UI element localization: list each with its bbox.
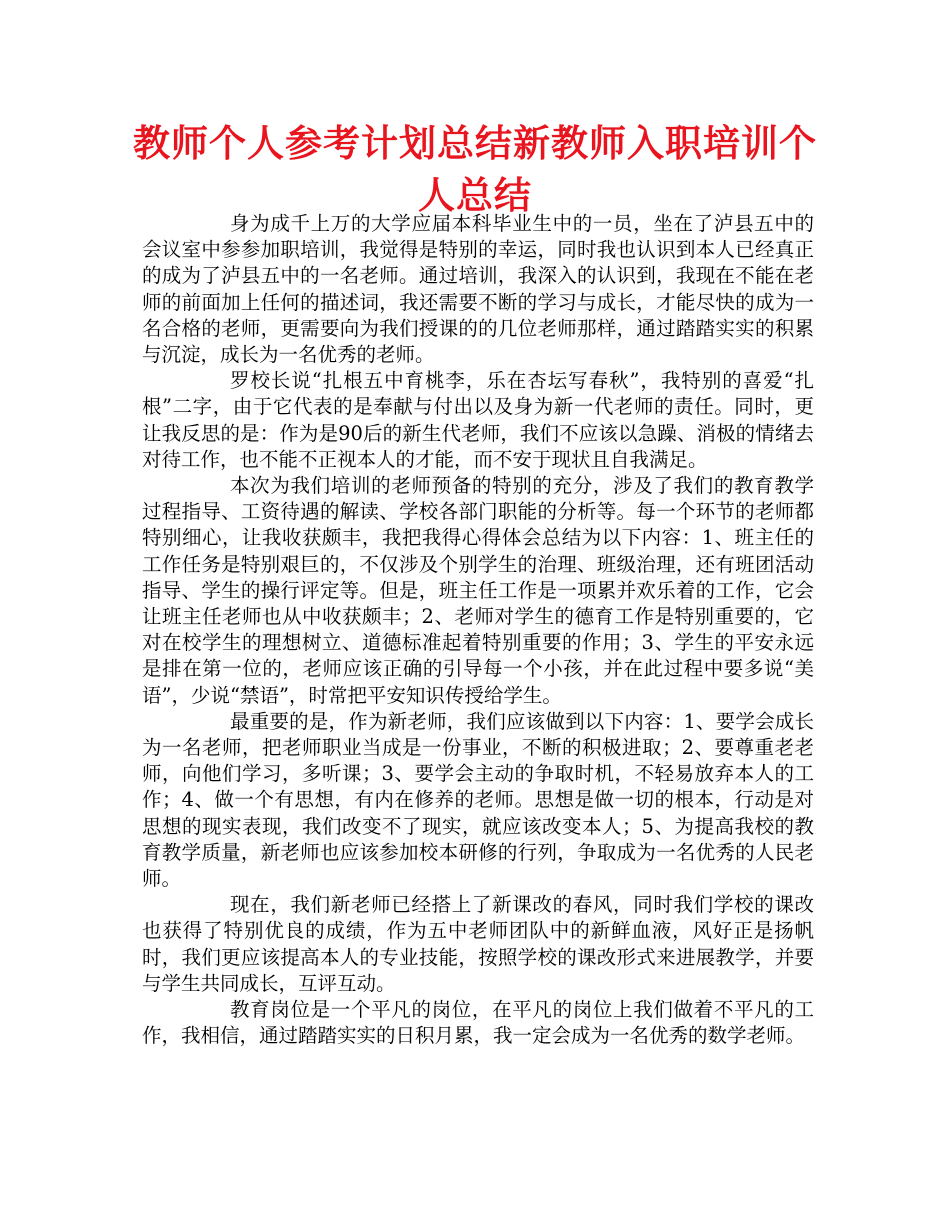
paragraph-4: 最重要的是，作为新老师，我们应该做到以下内容：1、要学会成长为一名老师，把老师职业当成是一份事业，不断的积极进取；2、要尊重老老师，向他们学习，多听课；3、要学会主动的争取时机，不轻易放弃本人的工作；4、做一个有思想，有内在修养的老师。思想是做一切的根本，行动是对思想的现实表现，我们改变不了现实，就应该改变本人；5、为提高我校的教育教学质量，新老师也应该参加校本研修的行列，争取成为一名优秀的人民老师。 [142, 709, 814, 891]
document-body [142, 211, 814, 1050]
paragraph-2: 罗校长说“扎根五中育桃李，乐在杏坛写春秋”，我特别的喜爱“扎根”二字，由于它代表的是奉献与付出以及身为新一代老师的责任。同时，更让我反思的是：作为是90后的新生代老师，我们不应该以急躁、消极的情绪去对待工作，也不能不正视本人的才能，而不安于现状且自我满足。 [142, 369, 814, 471]
paragraph-6: 教育岗位是一个平凡的岗位，在平凡的岗位上我们做着不平凡的工作，我相信，通过踏踏实实的日积月累，我一定会成为一名优秀的数学老师。 [142, 998, 814, 1048]
paragraph-5: 现在，我们新老师已经搭上了新课改的春风，同时我们学校的课改也获得了特别优良的成绩，作为五中老师团队中的新鲜血液，风好正是扬帆时，我们更应该提高本人的专业技能，按照学校的课改形式来进展教学，并要与学生共同成长，互评互动。 [142, 893, 814, 995]
document-title: 教师个人参考计划总结新教师入职培训个人总结 [133, 122, 817, 217]
paragraph-3: 本次为我们培训的老师预备的特别的充分，涉及了我们的教育教学过程指导、工资待遇的解读、学校各部门职能的分析等。每一个环节的老师都特别细心，让我收获颇丰，我把我得心得体会总结为以下内容：1、班主任的工作任务是特别艰巨的，不仅涉及个别学生的治理、班级治理，还有班团活动指导、学生的操行评定等。但是，班主任工作是一项累并欢乐着的工作，它会让班主任老师也从中收获颇丰；2、老师对学生的德育工作是特别重要的，它对在校学生的理想树立、道德标准起着特别重要的作用；3、学生的平安永远是排在第一位的，老师应该正确的引导每一个小孩，并在此过程中要多说“美语”，少说“禁语”，时常把平安知识传授给学生。 [142, 474, 814, 707]
paragraph-1: 身为成千上万的大学应届本科毕业生中的一员，坐在了泸县五中的会议室中参参加职培训，我觉得是特别的幸运，同时我也认识到本人已经真正的成为了泸县五中的一名老师。通过培训，我深入的认识到，我现在不能在老师的前面加上任何的描述词，我还需要不断的学习与成长，才能尽快的成为一名合格的老师，更需要向为我们授课的的几位老师那样，通过踏踏实实的积累与沉淀，成长为一名优秀的老师。 [142, 212, 814, 367]
